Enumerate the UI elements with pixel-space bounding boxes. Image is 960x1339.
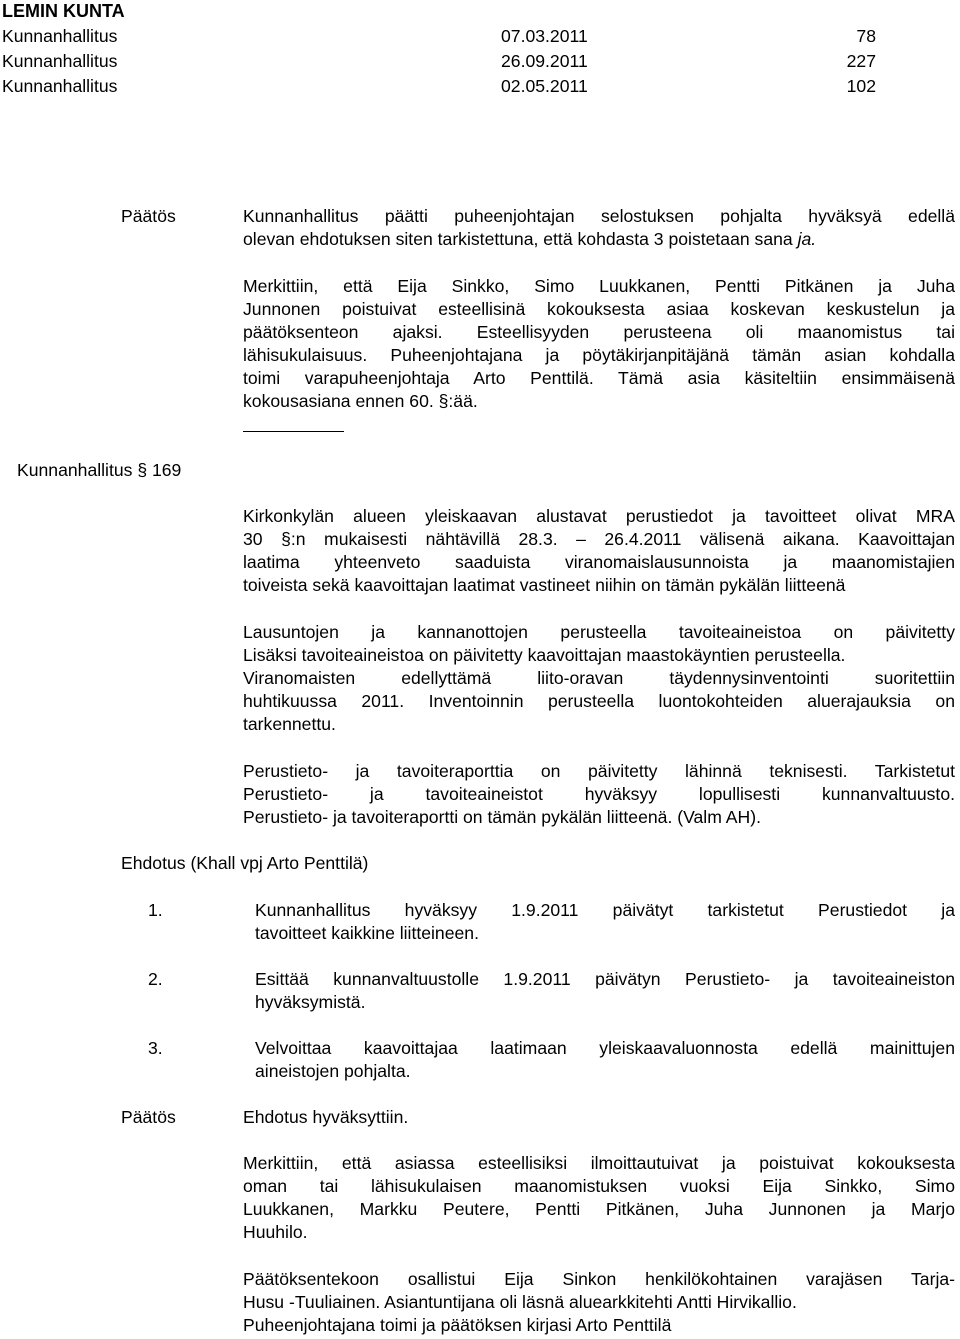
recorded-paragraph-1 [243, 275, 955, 413]
paragraph-line: huhtikuussa 2011. Inventoinnin perusteella luontokohteiden aluerajauksia on [243, 691, 955, 711]
paragraph-2 [243, 621, 955, 736]
decision-text [243, 205, 955, 251]
paragraph-3 [243, 760, 955, 829]
paragraph-line: tarkennettu. [243, 714, 336, 734]
decision-text-italic: ja. [797, 229, 817, 249]
paragraph-line: 30 §:n mukaisesti nähtävillä 28.3. – 26.4.2011 välisenä aikana. Kaavoittajan [243, 529, 955, 549]
proposal-item-text [255, 899, 955, 945]
paragraph-line: Junnonen poistuivat esteellisinä kokouksesta asiaa koskevan keskustelun ja [243, 299, 955, 319]
header-body-2: Kunnanhallitus [2, 51, 118, 71]
paragraph-1 [243, 505, 955, 597]
header-date-2: 26.09.2011 [501, 51, 588, 71]
paragraph-line: Merkittiin, että asiassa esteellisiksi ilmoittautuivat ja poistuivat kokouksesta [243, 1153, 955, 1173]
paragraph-line: Huuhilo. [243, 1222, 308, 1242]
paragraph-line: Lausuntojen ja kannanottojen perusteella tavoiteaineistoa on päivitetty [243, 622, 955, 642]
header-body-3: Kunnanhallitus [2, 76, 118, 96]
proposal-heading: Ehdotus (Khall vpj Arto Penttilä) [121, 853, 369, 873]
paragraph-line: laatima yhteenveto saaduista viranomaislausunnoista ja maanomistajien [243, 552, 955, 572]
paragraph-line: Kirkonkylän alueen yleiskaavan alustavat perustiedot ja tavoitteet olivat MRA [243, 506, 955, 526]
proposal-item-number: 2. [148, 969, 163, 989]
paragraph-line: Viranomaisten edellyttämä liito-oravan täydennysinventointi suoritettiin [243, 668, 955, 688]
decision-text-line: Kunnanhallitus päätti puheenjohtajan selostuksen pohjalta hyväksyä edellä [243, 206, 955, 226]
paragraph-line: Luukkanen, Markku Peutere, Pentti Pitkänen, Juha Junnonen ja Marjo [243, 1199, 955, 1219]
paragraph-line: lähisukulaisuus. Puheenjohtajana ja pöytäkirjanpitäjänä tämän asian kohdalla [243, 345, 955, 365]
decision-label-2: Päätös [121, 1107, 176, 1127]
paragraph-line: Husu -Tuuliainen. Asiantuntijana oli läsnä aluearkkitehti Antti Hirvikallio. [243, 1292, 797, 1312]
header-number-2: 227 [846, 51, 876, 71]
paragraph-line: Puheenjohtajana toimi ja päätöksen kirjasi Arto Penttilä [243, 1315, 672, 1335]
municipality-title: LEMIN KUNTA [2, 1, 125, 21]
paragraph-line: päätöksenteon ajaksi. Esteellisyyden perusteena oli maanomistus tai [243, 322, 955, 342]
proposal-item-line: Kunnanhallitus hyväksyy 1.9.2011 päivätyt tarkistetut Perustiedot ja [255, 900, 955, 920]
paragraph-line: Merkittiin, että Eija Sinkko, Simo Luukkanen, Pentti Pitkänen ja Juha [243, 276, 955, 296]
proposal-item-line: hyväksymistä. [255, 992, 366, 1012]
decision-text-line: olevan ehdotuksen siten tarkistettuna, että kohdasta 3 poistetaan sana ja. [243, 229, 817, 249]
recorded-paragraph-2 [243, 1152, 955, 1244]
paragraph-line: Perustieto- ja tavoiteraporttia on päivitetty lähinnä teknisesti. Tarkistetut [243, 761, 955, 781]
header-date-1: 07.03.2011 [501, 26, 588, 46]
proposal-item-text [255, 968, 955, 1014]
paragraph-line: Lisäksi tavoiteaineistoa on päivitetty kaavoittajan maastokäyntien perusteella. [243, 645, 846, 665]
proposal-item-number: 1. [148, 900, 163, 920]
paragraph-line: kokousasiana ennen 60. §:ää. [243, 391, 478, 411]
paragraph-line: toiveista sekä kaavoittajan laatimat vastineet niihin on tämän pykälän liitteenä [243, 575, 846, 595]
section-label: Kunnanhallitus § 169 [17, 460, 182, 480]
proposal-item-text [255, 1037, 955, 1083]
header-body-1: Kunnanhallitus [2, 26, 118, 46]
header-number-3: 102 [846, 76, 876, 96]
proposal-item-line: Velvoittaa kaavoittajaa laatimaan yleiskaavaluonnosta edellä mainittujen [255, 1038, 955, 1058]
decision-text-2: Ehdotus hyväksyttiin. [243, 1107, 409, 1127]
paragraph-line: Päätöksentekoon osallistui Eija Sinkon henkilökohtainen varajäsen Tarja- [243, 1269, 955, 1289]
paragraph-line: toimi varapuheenjohtaja Arto Penttilä. Tämä asia käsiteltiin ensimmäisenä [243, 368, 955, 388]
header-date-3: 02.05.2011 [501, 76, 588, 96]
proposal-item-number: 3. [148, 1038, 163, 1058]
header-number-1: 78 [856, 26, 876, 46]
decision-label: Päätös [121, 206, 176, 226]
paragraph-line: Perustieto- ja tavoiteaineistot hyväksyy lopullisesti kunnanvaltuusto. [243, 784, 955, 804]
proposal-item-line: tavoitteet kaikkine liitteineen. [255, 923, 479, 943]
paragraph-line: oman tai lähisukulaisen maanomistuksen vuoksi Eija Sinkko, Simo [243, 1176, 955, 1196]
section-divider [243, 431, 344, 432]
proposal-item-line: aineistojen pohjalta. [255, 1061, 411, 1081]
paragraph-line: Perustieto- ja tavoiteraportti on tämän pykälän liitteenä. (Valm AH). [243, 807, 761, 827]
recorded-paragraph-3 [243, 1268, 955, 1337]
proposal-item-line: Esittää kunnanvaltuustolle 1.9.2011 päivätyn Perustieto- ja tavoiteaineiston [255, 969, 955, 989]
